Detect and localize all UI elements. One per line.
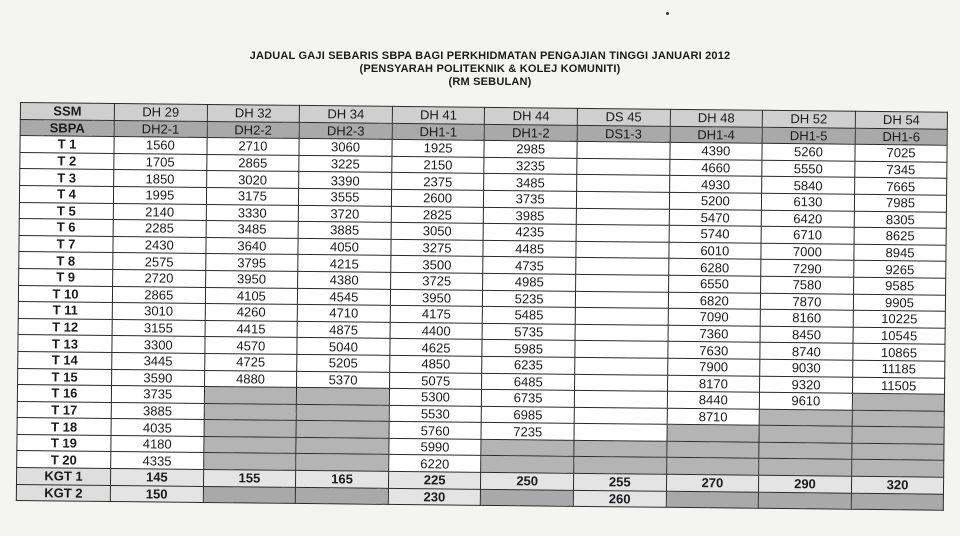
row-label: T 10 (18, 285, 112, 303)
salary-cell: 9265 (853, 261, 946, 279)
header-ssm-1: DH 29 (114, 103, 207, 121)
blank-cell (577, 175, 670, 193)
empty-shaded-cell (297, 388, 390, 406)
salary-cell: 10545 (853, 327, 946, 345)
empty-shaded-cell (666, 491, 759, 509)
blank-cell (577, 158, 670, 176)
salary-cell: 3050 (391, 223, 484, 241)
salary-cell: 4235 (483, 224, 576, 242)
header-sbpa-7: DH1-4 (670, 126, 763, 144)
salary-cell: 4035 (111, 419, 204, 437)
salary-cell: 5260 (762, 143, 855, 161)
row-label: T 8 (19, 252, 113, 270)
salary-cell: 8170 (667, 375, 760, 393)
salary-cell: 3390 (299, 172, 392, 190)
salary-cell: 255 (573, 473, 666, 491)
salary-cell: 3275 (391, 239, 484, 257)
salary-cell: 9320 (760, 376, 853, 394)
title-line-2: (PENSYARAH POLITEKNIK & KOLEJ KOMUNITI) (359, 63, 621, 75)
salary-cell: 2430 (113, 236, 206, 254)
empty-shaded-cell (852, 443, 945, 461)
salary-cell: 7630 (667, 342, 760, 360)
blank-cell (575, 324, 668, 342)
salary-cell: 5200 (669, 192, 762, 210)
salary-cell: 225 (388, 471, 481, 489)
header-ssm-2: DH 32 (207, 104, 300, 122)
blank-cell (577, 142, 670, 160)
blank-cell (575, 357, 668, 375)
row-label: T 7 (19, 235, 113, 253)
salary-cell: 4400 (390, 322, 483, 340)
salary-cell: 8305 (854, 211, 947, 229)
blank-cell (576, 191, 669, 209)
salary-cell: 5300 (389, 388, 482, 406)
blank-cell (575, 291, 668, 309)
salary-cell: 5985 (482, 340, 575, 358)
salary-cell: 8625 (854, 227, 947, 245)
row-label: T 3 (20, 169, 114, 187)
title-line-3: (RM SEBULAN) (448, 76, 532, 88)
blank-cell (575, 307, 668, 325)
empty-shaded-cell (204, 387, 297, 405)
salary-cell: 3175 (206, 187, 299, 205)
salary-cell: 7665 (854, 178, 947, 196)
speck-mark (666, 12, 669, 15)
salary-cell: 11505 (852, 377, 945, 395)
salary-cell: 4930 (669, 176, 762, 194)
salary-cell: 1850 (114, 170, 207, 188)
salary-cell: 5740 (669, 225, 762, 243)
salary-cell: 8740 (760, 343, 853, 361)
empty-shaded-cell (296, 454, 389, 472)
salary-cell: 5530 (389, 405, 482, 423)
salary-cell: 1705 (114, 153, 207, 171)
salary-cell: 4660 (669, 159, 762, 177)
row-label: KGT 2 (16, 484, 110, 502)
salary-cell: 2865 (112, 286, 205, 304)
header-sbpa-1: DH2-1 (114, 120, 207, 138)
header-sbpa-8: DH1-5 (762, 127, 855, 145)
salary-cell: 2375 (391, 173, 484, 191)
blank-cell (576, 258, 669, 276)
salary-cell: 7870 (761, 293, 854, 311)
salary-cell: 4415 (205, 320, 298, 338)
salary-cell: 9610 (759, 392, 852, 410)
salary-cell: 4545 (298, 288, 391, 306)
header-sbpa-3: DH2-3 (299, 122, 392, 140)
salary-cell: 2865 (206, 154, 299, 172)
salary-cell: 4175 (390, 306, 483, 324)
empty-shaded-cell (204, 403, 297, 421)
salary-cell: 3225 (299, 155, 392, 173)
salary-cell: 4710 (297, 305, 390, 323)
salary-cell: 3020 (206, 171, 299, 189)
salary-cell: 11185 (852, 360, 945, 378)
salary-cell: 6485 (482, 373, 575, 391)
header-sbpa-4: DH1-1 (392, 123, 485, 141)
empty-shaded-cell (204, 420, 297, 438)
salary-cell: 2285 (113, 220, 206, 238)
empty-shaded-cell (481, 456, 574, 474)
salary-cell: 320 (851, 476, 944, 494)
salary-cell: 3950 (205, 270, 298, 288)
empty-shaded-cell (851, 460, 944, 478)
blank-cell (574, 374, 667, 392)
salary-cell: 5040 (297, 338, 390, 356)
salary-cell: 7000 (761, 243, 854, 261)
empty-shaded-cell (296, 421, 389, 439)
salary-cell: 4335 (111, 452, 204, 470)
salary-cell: 4880 (204, 370, 297, 388)
empty-shaded-cell (759, 459, 852, 477)
empty-shaded-cell (851, 493, 944, 511)
header-ssm-5: DH 44 (485, 107, 578, 125)
row-label: T 14 (18, 351, 112, 369)
salary-cell: 4050 (298, 238, 391, 256)
salary-cell: 4180 (111, 435, 204, 453)
empty-shaded-cell (758, 492, 851, 510)
salary-cell: 250 (481, 472, 574, 490)
empty-shaded-cell (295, 487, 388, 505)
salary-cell: 2710 (207, 138, 300, 156)
salary-cell: 2140 (113, 203, 206, 221)
salary-cell: 6820 (668, 292, 761, 310)
row-label: T 11 (18, 302, 112, 320)
table-body (16, 136, 947, 511)
row-label: T 20 (17, 451, 111, 469)
salary-cell: 4850 (389, 355, 482, 373)
salary-cell: 9030 (760, 359, 853, 377)
empty-shaded-cell (666, 458, 759, 476)
salary-cell: 4875 (297, 321, 390, 339)
empty-shaded-cell (759, 409, 852, 427)
empty-shaded-cell (852, 427, 945, 445)
row-label: T 5 (19, 202, 113, 220)
empty-shaded-cell (852, 393, 945, 411)
salary-cell: 3590 (112, 369, 205, 387)
salary-cell: 8945 (854, 244, 947, 262)
empty-shaded-cell (203, 486, 296, 504)
salary-cell: 6985 (482, 406, 575, 424)
header-sbpa-5: DH1-2 (484, 124, 577, 142)
salary-cell: 3445 (112, 352, 205, 370)
salary-cell: 4735 (483, 257, 576, 275)
header-ssm-3: DH 34 (299, 105, 392, 123)
salary-table-wrapper (16, 102, 948, 511)
salary-cell: 8450 (760, 326, 853, 344)
empty-shaded-cell (481, 439, 574, 457)
salary-cell: 3720 (298, 205, 391, 223)
salary-cell: 165 (296, 470, 389, 488)
empty-shaded-cell (574, 440, 667, 458)
salary-cell: 3300 (112, 336, 205, 354)
salary-cell: 8160 (760, 309, 853, 327)
empty-shaded-cell (296, 437, 389, 455)
header-ssm-9: DH 54 (855, 111, 948, 129)
salary-cell: 7090 (668, 308, 761, 326)
salary-cell: 5735 (482, 323, 575, 341)
blank-cell (576, 274, 669, 292)
empty-shaded-cell (759, 442, 852, 460)
salary-cell: 7580 (761, 276, 854, 294)
salary-cell: 5485 (483, 306, 576, 324)
salary-cell: 6130 (762, 193, 855, 211)
blank-cell (576, 241, 669, 259)
salary-cell: 8440 (667, 391, 760, 409)
salary-cell: 7290 (761, 260, 854, 278)
blank-cell (576, 208, 669, 226)
row-label: T 16 (17, 385, 111, 403)
salary-cell: 4985 (483, 273, 576, 291)
salary-cell: 1925 (392, 140, 485, 158)
header-ssm-4: DH 41 (392, 106, 485, 124)
header-ssm-7: DH 48 (670, 109, 763, 127)
salary-cell: 9585 (853, 277, 946, 295)
empty-shaded-cell (481, 489, 574, 507)
row-label: T 17 (17, 401, 111, 419)
salary-cell: 5840 (762, 177, 855, 195)
salary-cell: 6235 (482, 356, 575, 374)
salary-cell: 5075 (389, 372, 482, 390)
salary-cell: 3155 (112, 319, 205, 337)
salary-cell: 260 (573, 490, 666, 508)
salary-cell: 4485 (483, 240, 576, 258)
salary-cell: 3950 (390, 289, 483, 307)
salary-cell: 4725 (204, 353, 297, 371)
salary-cell: 7985 (854, 194, 947, 212)
salary-cell: 150 (110, 485, 203, 503)
empty-shaded-cell (203, 436, 296, 454)
salary-cell: 155 (203, 470, 296, 488)
blank-cell (574, 390, 667, 408)
salary-cell: 6220 (388, 455, 481, 473)
blank-cell (574, 424, 667, 442)
salary-cell: 2720 (113, 269, 206, 287)
row-label: T 12 (18, 318, 112, 336)
salary-cell: 4390 (670, 142, 763, 160)
salary-cell: 290 (759, 475, 852, 493)
header-ssm-0: SSM (20, 103, 114, 121)
salary-cell: 145 (110, 469, 203, 487)
document-title (0, 50, 960, 89)
salary-cell: 7345 (855, 161, 948, 179)
salary-cell: 3795 (205, 254, 298, 272)
salary-cell: 2575 (113, 253, 206, 271)
salary-cell: 230 (388, 488, 481, 506)
salary-cell: 5205 (297, 354, 390, 372)
salary-cell: 3725 (390, 272, 483, 290)
row-label: T 19 (17, 434, 111, 452)
salary-cell: 3485 (206, 221, 299, 239)
salary-cell: 2825 (391, 206, 484, 224)
salary-cell: 3885 (111, 402, 204, 420)
salary-cell: 4625 (390, 339, 483, 357)
salary-cell: 270 (666, 474, 759, 492)
blank-cell (574, 407, 667, 425)
salary-cell: 3735 (111, 386, 204, 404)
salary-cell: 7025 (855, 144, 948, 162)
empty-shaded-cell (666, 441, 759, 459)
empty-shaded-cell (574, 457, 667, 475)
row-label: T 15 (18, 368, 112, 386)
header-ssm-6: DS 45 (577, 108, 670, 126)
salary-cell: 6710 (761, 226, 854, 244)
header-ssm-8: DH 52 (762, 110, 855, 128)
empty-shaded-cell (852, 410, 945, 428)
salary-cell: 3330 (206, 204, 299, 222)
blank-cell (575, 341, 668, 359)
salary-cell: 4260 (205, 304, 298, 322)
salary-cell: 3010 (112, 303, 205, 321)
salary-cell: 3500 (391, 256, 484, 274)
salary-cell: 3985 (484, 207, 577, 225)
salary-cell: 5760 (389, 422, 482, 440)
salary-cell: 3735 (484, 190, 577, 208)
salary-cell: 3555 (299, 188, 392, 206)
salary-cell: 8710 (667, 408, 760, 426)
salary-cell: 6010 (668, 242, 761, 260)
salary-cell: 3235 (484, 157, 577, 175)
title-line-1: JADUAL GAJI SEBARIS SBPA BAGI PERKHIDMATAN PENGAJIAN TINGGI JANUARI 2012 (249, 50, 731, 62)
salary-cell: 5990 (389, 438, 482, 456)
row-label: T 6 (19, 219, 113, 237)
blank-cell (576, 224, 669, 242)
salary-cell: 7900 (667, 358, 760, 376)
salary-cell: 3485 (484, 174, 577, 192)
row-label: T 9 (19, 268, 113, 286)
salary-cell: 5235 (483, 290, 576, 308)
empty-shaded-cell (667, 425, 760, 443)
empty-shaded-cell (203, 453, 296, 471)
salary-cell: 1995 (113, 186, 206, 204)
empty-shaded-cell (296, 404, 389, 422)
salary-cell: 7235 (481, 423, 574, 441)
row-label: KGT 1 (16, 468, 110, 486)
salary-cell: 4105 (205, 287, 298, 305)
row-label: T 4 (19, 185, 113, 203)
salary-cell: 3060 (299, 139, 392, 157)
salary-cell: 2150 (392, 156, 485, 174)
salary-cell: 2600 (391, 189, 484, 207)
salary-cell: 6550 (668, 275, 761, 293)
row-label: T 2 (20, 152, 114, 170)
header-sbpa-2: DH2-2 (207, 121, 300, 139)
salary-cell: 6735 (482, 389, 575, 407)
salary-cell: 3640 (206, 237, 299, 255)
salary-cell: 4215 (298, 255, 391, 273)
header-sbpa-0: SBPA (20, 119, 114, 137)
salary-cell: 6280 (668, 259, 761, 277)
row-label: T 1 (20, 136, 114, 154)
row-label: T 13 (18, 335, 112, 353)
salary-cell: 7360 (668, 325, 761, 343)
salary-cell: 9905 (853, 294, 946, 312)
header-sbpa-9: DH1-6 (855, 128, 948, 146)
salary-cell: 10865 (853, 344, 946, 362)
salary-cell: 4380 (298, 271, 391, 289)
empty-shaded-cell (759, 426, 852, 444)
salary-table (16, 102, 948, 511)
salary-cell: 10225 (853, 310, 946, 328)
salary-cell: 5550 (762, 160, 855, 178)
salary-cell: 2985 (484, 141, 577, 159)
salary-cell: 5470 (669, 209, 762, 227)
salary-cell: 4570 (204, 337, 297, 355)
salary-cell: 1560 (114, 137, 207, 155)
row-label: T 18 (17, 418, 111, 436)
salary-cell: 3885 (298, 222, 391, 240)
salary-cell: 6420 (761, 210, 854, 228)
header-sbpa-6: DS1-3 (577, 125, 670, 143)
salary-cell: 5370 (297, 371, 390, 389)
